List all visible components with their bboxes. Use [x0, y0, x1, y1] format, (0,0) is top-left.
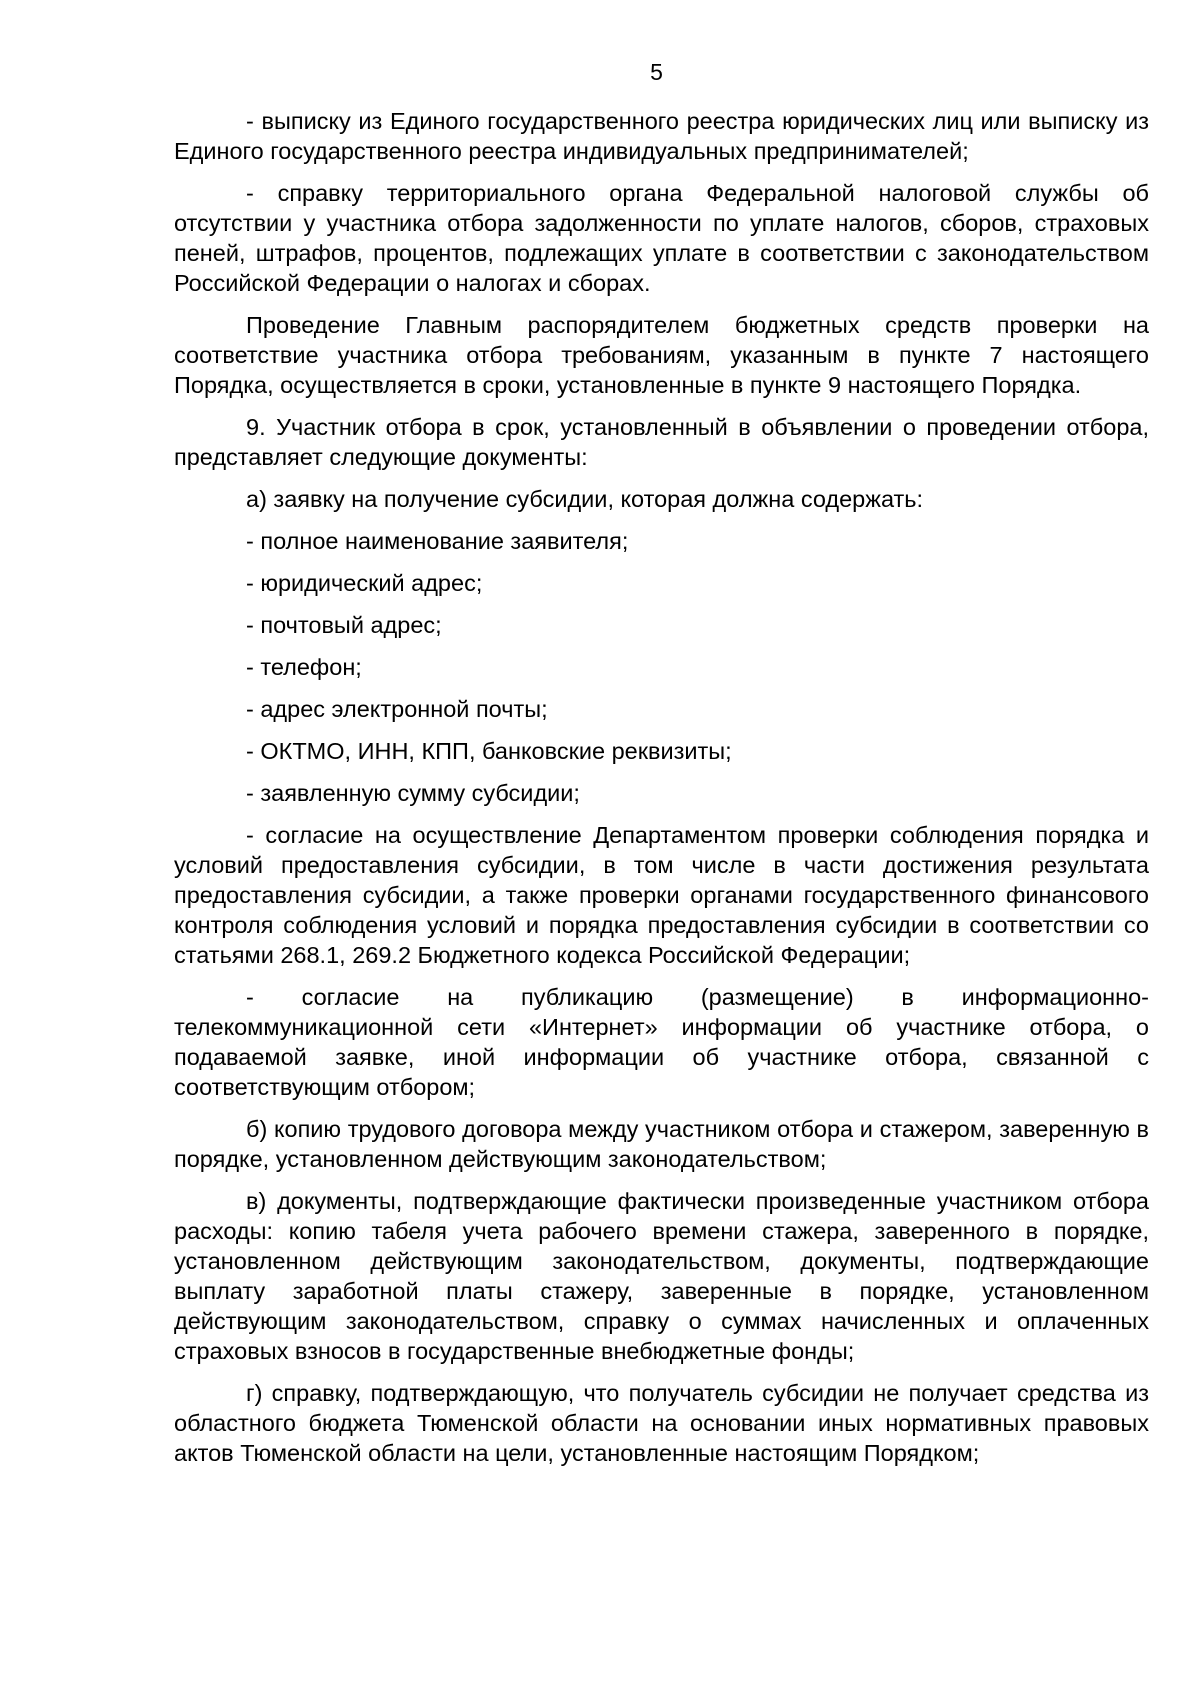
document-page	[174, 58, 1149, 1480]
paragraph-item-9: 9. Участник отбора в срок, установленный в объявлении о проведении отбора, представляет следующие документы:	[174, 414, 1149, 470]
list-item-subsidy-amount: - заявленную сумму субсидии;	[246, 780, 580, 806]
list-item-phone: - телефон;	[246, 654, 362, 680]
paragraph-item-a: а) заявку на получение субсидии, которая должна содержать:	[246, 486, 924, 512]
list-item-email: - адрес электронной почты;	[246, 696, 548, 722]
list-item-full-name: - полное наименование заявителя;	[246, 528, 629, 554]
list-item-bank-details: - ОКТМО, ИНН, КПП, банковские реквизиты;	[246, 738, 732, 764]
paragraph-item-v: в) документы, подтверждающие фактически произведенные участником отбора расходы: копию табеля учета рабочего времени стажера, заверенного в порядке, установленном действующим законодательством, документы, подтверждающие выплату заработной платы стажеру, заверенные в порядке, установленном действующим законодательством, справку о суммах начисленных и оплаченных страховых взносов в государственные внебюджетные фонды;	[174, 1188, 1149, 1364]
paragraph-item-g: г) справку, подтверждающую, что получатель субсидии не получает средства из областного бюджета Тюменской области на основании иных нормативных правовых актов Тюменской области на цели, установленные настоящим Порядком;	[174, 1380, 1149, 1466]
paragraph-tax-certificate: - справку территориального органа Федеральной налоговой службы об отсутствии у участника отбора задолженности по уплате налогов, сборов, страховых пеней, штрафов, процентов, подлежащих уплате в соответствии с законодательством Российской Федерации о налогах и сборах.	[174, 180, 1149, 296]
paragraph-verification: Проведение Главным распорядителем бюджетных средств проверки на соответствие участника отбора требованиям, указанным в пункте 7 настоящего Порядка, осуществляется в сроки, установленные в пункте 9 настоящего Порядка.	[174, 312, 1149, 398]
paragraph-item-b: б) копию трудового договора между участником отбора и стажером, заверенную в порядке, установленном действующим законодательством;	[174, 1116, 1149, 1172]
page-number: 5	[650, 59, 663, 85]
paragraph-egrul-extract: - выписку из Единого государственного реестра юридических лиц или выписку из Единого государственного реестра индивидуальных предпринимателей;	[174, 108, 1149, 164]
document-body	[174, 106, 1149, 1468]
list-item-consent-verification: - согласие на осуществление Департаментом проверки соблюдения порядка и условий предоставления субсидии, в том числе в части достижения результата предоставления субсидии, а также проверки органами государственного финансового контроля соблюдения условий и порядка предоставления субсидии в соответствии со статьями 268.1, 269.2 Бюджетного кодекса Российской Федерации;	[174, 822, 1149, 968]
list-item-postal-address: - почтовый адрес;	[246, 612, 442, 638]
list-item-consent-publication: - согласие на публикацию (размещение) в информационно-телекоммуникационной сети «Интернет» информации об участнике отбора, о подаваемой заявке, иной информации об участнике отбора, связанной с соответствующим отбором;	[174, 984, 1149, 1100]
list-item-legal-address: - юридический адрес;	[246, 570, 483, 596]
